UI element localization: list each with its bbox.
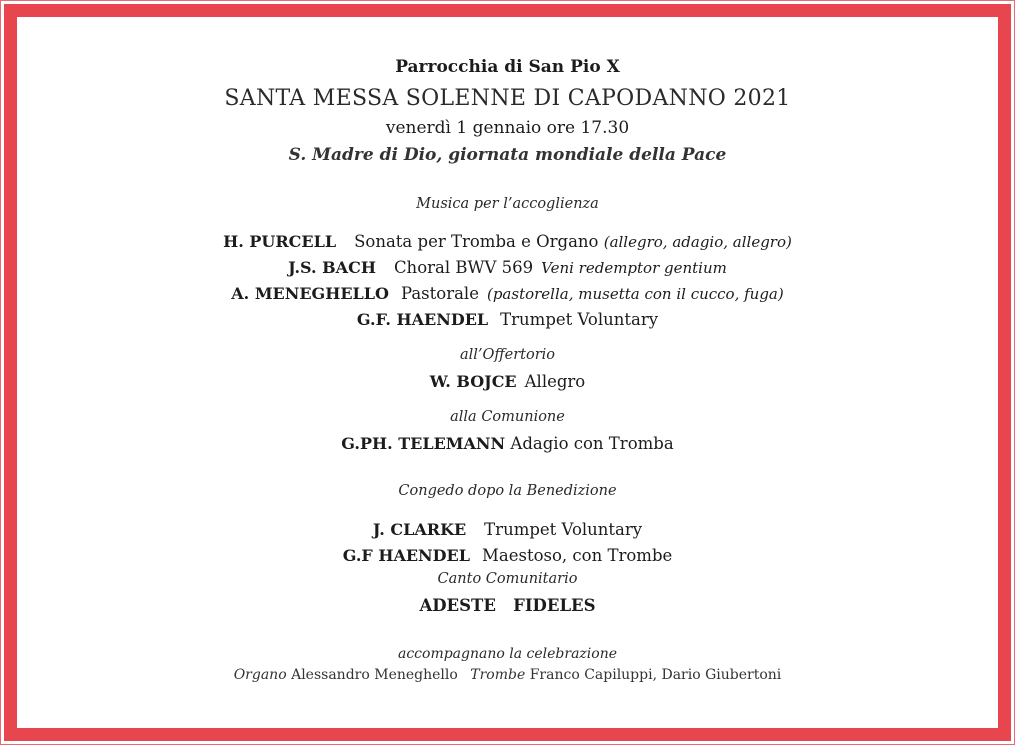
composer-name: A. MENEGHELLO [231,284,389,303]
credits-heading: accompagnano la celebrazione [397,646,617,662]
welcome-heading: Musica per l’accoglienza [416,196,599,212]
composer-name: G.F HAENDEL [342,546,470,565]
work-title: Allegro [524,372,586,391]
offertory-heading: all’Offertorio [459,347,556,363]
page-title: SANTA MESSA SOLENNE DI CAPODANNO 2021 [224,86,791,111]
program-row [0,284,1015,303]
program-row [0,258,1015,277]
work-note: (pastorella, musetta con il cucco, fuga) [486,285,784,303]
work-note: (allegro, adagio, allegro) [603,233,792,251]
work-title: Pastorale [400,284,479,303]
event-subtitle: S. Madre di Dio, giornata mondiale della Pace [288,145,727,165]
credits-line [0,667,1015,683]
work-title: Maestoso, con Trombe [482,546,673,565]
community-heading: Canto Comunitario [437,571,578,587]
work-title: Trumpet Voluntary [500,310,659,329]
program-row [0,310,1015,329]
dismissal-heading: Congedo dopo la Benedizione [398,483,617,499]
program-row [0,546,1015,565]
composer-name: H. PURCELL [223,232,337,251]
work-title: Choral BWV 569 [393,258,534,277]
composer-name: W. BOJCE [429,372,517,391]
work-note: Veni redemptor gentium [541,259,727,277]
program-row [0,434,1015,453]
hymn-title: ADESTE FIDELES [419,596,596,615]
event-date: venerdì 1 gennaio ore 17.30 [385,118,630,138]
composer-name: J.S. BACH [288,258,376,277]
program-row [0,372,1015,391]
program-row [0,232,1015,251]
organ-name: Alessandro Meneghello [291,667,458,683]
trumpets-names: Franco Capiluppi, Dario Giubertoni [529,667,782,683]
composer-name: G.PH. TELEMANN [341,434,506,453]
trumpets-label: Trombe [470,667,526,683]
composer-name: J. CLARKE [372,520,467,539]
work-title: Sonata per Tromba e Organo [354,232,599,251]
parish-name: Parrocchia di San Pio X [395,57,620,77]
work-title: Adagio con Tromba [510,434,674,453]
work-title: Trumpet Voluntary [484,520,643,539]
program-row [0,520,1015,539]
communion-heading: alla Comunione [450,409,565,425]
organ-label: Organo [233,667,287,683]
composer-name: G.F. HAENDEL [356,310,489,329]
